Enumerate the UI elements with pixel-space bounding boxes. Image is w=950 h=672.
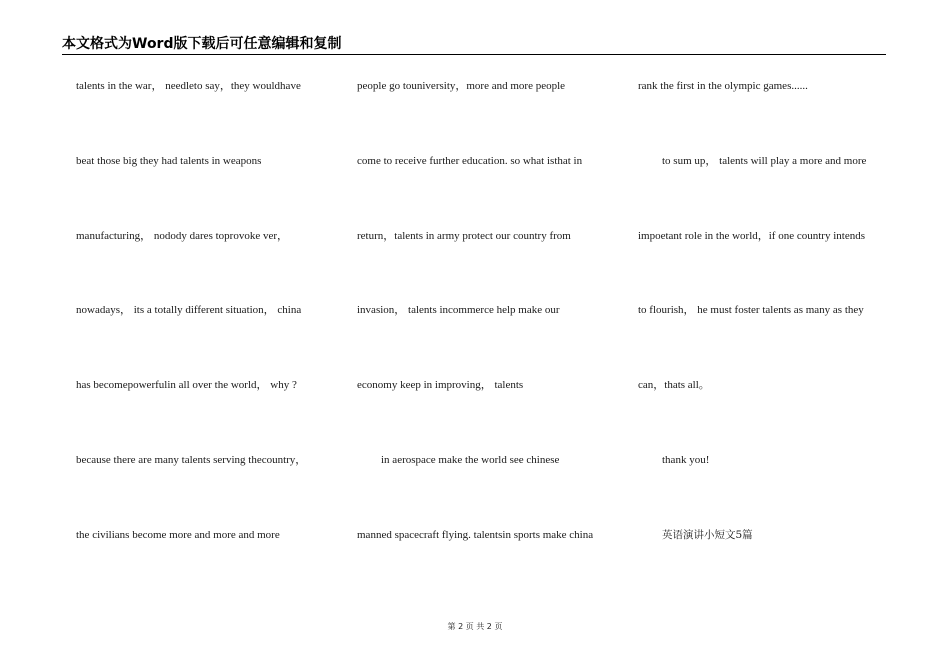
text-line: the civilians become more and more and more: [76, 529, 280, 541]
text-line: can，thats all。: [638, 379, 710, 391]
text-line: rank the first in the olympic games......: [638, 80, 808, 92]
text-line: talents in the war， needleto say，they wouldhave: [76, 80, 301, 92]
text-line: thank you!: [662, 454, 710, 466]
text-line: economy keep in improving， talents: [357, 379, 524, 391]
text-line: return，talents in army protect our country from: [357, 230, 571, 242]
text-line: invasion， talents incommerce help make our: [357, 304, 560, 316]
text-line: impoetant role in the world，if one country intends: [638, 230, 865, 242]
header-title: 本文格式为Word版下载后可任意编辑和复制: [62, 36, 342, 52]
page-number: 第 2 页 共 2 页: [447, 622, 503, 631]
text-line: in aerospace make the world see chinese: [381, 454, 560, 466]
page-header: [62, 34, 886, 55]
text-line: because there are many talents serving thecountry，: [76, 454, 307, 466]
text-line: people go touniversity，more and more people: [357, 80, 566, 92]
text-line: has becomepowerfulin all over the world， why ?: [76, 379, 297, 391]
text-line: to flourish， he must foster talents as many as they: [638, 304, 864, 316]
text-line: nowadays， its a totally different situation， china: [76, 304, 302, 316]
section-title: 英语演讲小短文5篇: [662, 529, 753, 541]
text-line: beat those big they had talents in weapons: [76, 155, 262, 167]
text-line: manufacturing， nodody dares toprovoke ver，: [76, 230, 288, 242]
text-line: come to receive further education. so what isthat in: [357, 155, 583, 167]
text-line: manned spacecraft flying. talentsin sports make china: [357, 529, 594, 541]
text-line: to sum up， talents will play a more and more: [662, 155, 867, 167]
